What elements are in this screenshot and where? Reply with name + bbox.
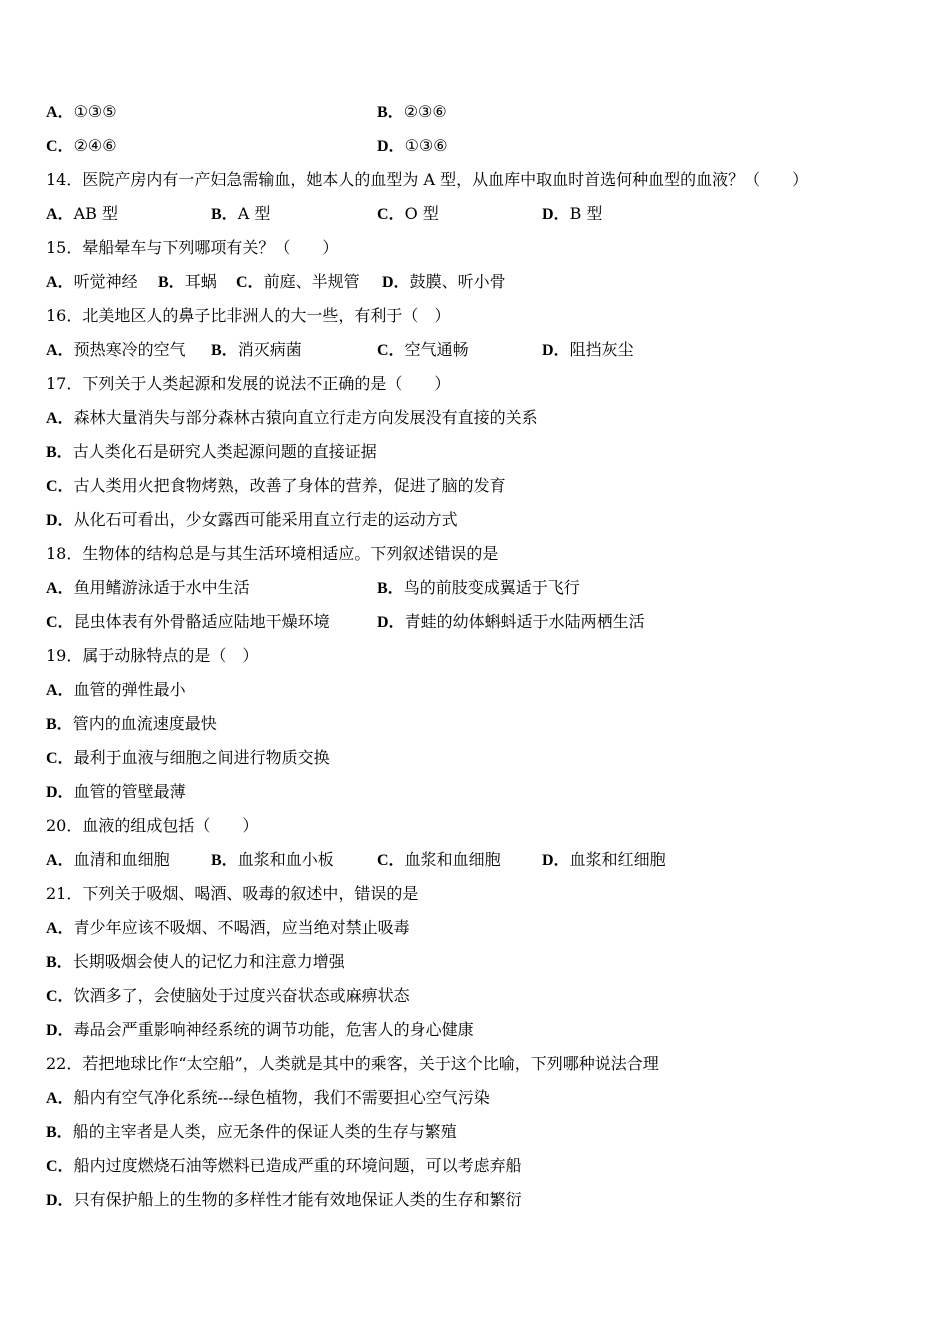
- q13-option-b: B．②③⑥: [377, 102, 447, 121]
- q17-option-c: C．古人类用火把食物烤熟，改善了身体的营养，促进了脑的发育: [46, 476, 506, 495]
- q13-option-d: D．①③⑥: [377, 136, 448, 155]
- q17-stem: 17．下列关于人类起源和发展的说法不正确的是（ ）: [46, 374, 451, 393]
- q17-option-b: B．古人类化石是研究人类起源问题的直接证据: [46, 442, 377, 461]
- q13-option-a: A．①③⑤: [46, 102, 117, 121]
- q19-option-c: C．最利于血液与细胞之间进行物质交换: [46, 748, 330, 767]
- q22-option-d: D．只有保护船上的生物的多样性才能有效地保证人类的生存和繁衍: [46, 1190, 522, 1209]
- q20-option-b: B．血浆和血小板: [211, 850, 334, 869]
- q13-option-c: C．②④⑥: [46, 136, 117, 155]
- q14-option-b: B．A 型: [211, 204, 271, 223]
- q14-option-c: C．O 型: [377, 204, 439, 223]
- q21-option-d: D．毒品会严重影响神经系统的调节功能，危害人的身心健康: [46, 1020, 474, 1039]
- q14-option-a: A．AB 型: [46, 204, 118, 223]
- q16-option-a: A．预热寒冷的空气: [46, 340, 186, 359]
- q19-option-d: D．血管的管壁最薄: [46, 782, 186, 801]
- q21-option-c: C．饮酒多了，会使脑处于过度兴奋状态或麻痹状态: [46, 986, 410, 1005]
- q20-option-c: C．血浆和血细胞: [377, 850, 501, 869]
- q14-option-d: D．B 型: [542, 204, 603, 223]
- q18-option-d: D．青蛙的幼体蝌蚪适于水陆两栖生活: [377, 612, 645, 631]
- q20-stem: 20．血液的组成包括（ ）: [46, 816, 259, 835]
- q18-option-c: C．昆虫体表有外骨骼适应陆地干燥环境: [46, 612, 330, 631]
- q19-option-b: B．管内的血流速度最快: [46, 714, 217, 733]
- q15-option-c: C．前庭、半规管: [236, 272, 360, 291]
- q16-option-b: B．消灭病菌: [211, 340, 302, 359]
- q22-option-b: B．船的主宰者是人类，应无条件的保证人类的生存与繁殖: [46, 1122, 457, 1141]
- q18-stem: 18．生物体的结构总是与其生活环境相适应。下列叙述错误的是: [46, 544, 499, 563]
- q18-option-b: B．鸟的前肢变成翼适于飞行: [377, 578, 580, 597]
- q22-option-a: A．船内有空气净化系统---绿色植物，我们不需要担心空气污染: [46, 1088, 490, 1107]
- q15-option-d: D．鼓膜、听小骨: [382, 272, 506, 291]
- q16-option-c: C．空气通畅: [377, 340, 469, 359]
- q15-option-b: B．耳蜗: [158, 272, 217, 291]
- q15-stem: 15．晕船晕车与下列哪项有关？（ ）: [46, 238, 339, 257]
- q20-option-d: D．血浆和红细胞: [542, 850, 666, 869]
- q20-option-a: A．血清和血细胞: [46, 850, 170, 869]
- q22-stem: 22．若把地球比作“太空船”，人类就是其中的乘客，关于这个比喻，下列哪种说法合理: [46, 1054, 659, 1073]
- q22-option-c: C．船内过度燃烧石油等燃料已造成严重的环境问题，可以考虑弃船: [46, 1156, 522, 1175]
- q15-option-a: A．听觉神经: [46, 272, 138, 291]
- q19-stem: 19．属于动脉特点的是（ ）: [46, 646, 259, 665]
- q21-stem: 21．下列关于吸烟、喝酒、吸毒的叙述中，错误的是: [46, 884, 419, 903]
- q16-option-d: D．阻挡灰尘: [542, 340, 634, 359]
- q18-option-a: A．鱼用鳍游泳适于水中生活: [46, 578, 250, 597]
- q16-stem: 16．北美地区人的鼻子比非洲人的大一些，有利于（ ）: [46, 306, 451, 325]
- q17-option-a: A．森林大量消失与部分森林古猿向直立行走方向发展没有直接的关系: [46, 408, 538, 427]
- q14-stem: 14．医院产房内有一产妇急需输血，她本人的血型为 A 型，从血库中取血时首选何种血型的血液？（ ）: [46, 170, 809, 189]
- q21-option-b: B．长期吸烟会使人的记忆力和注意力增强: [46, 952, 345, 971]
- q21-option-a: A．青少年应该不吸烟、不喝酒，应当绝对禁止吸毒: [46, 918, 410, 937]
- q19-option-a: A．血管的弹性最小: [46, 680, 186, 699]
- q17-option-d: D．从化石可看出，少女露西可能采用直立行走的运动方式: [46, 510, 458, 529]
